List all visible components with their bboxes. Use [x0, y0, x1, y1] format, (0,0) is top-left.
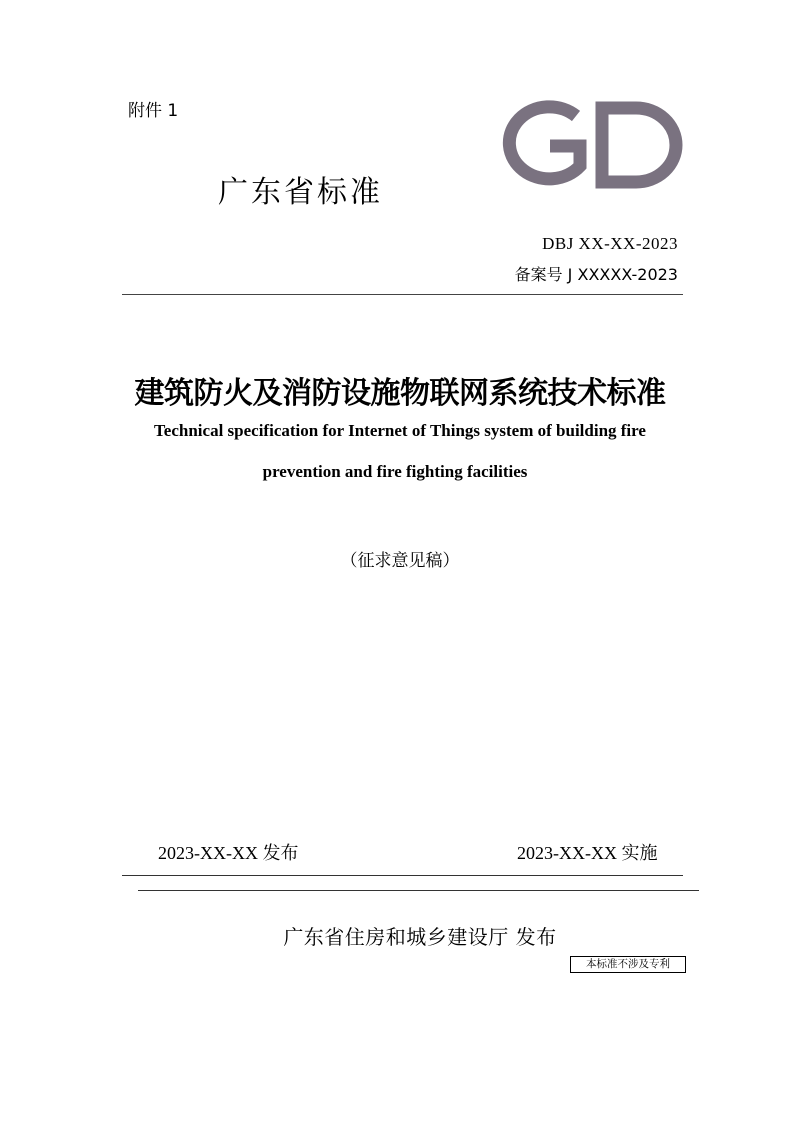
bottom-divider-1	[122, 875, 683, 876]
gd-logo	[498, 100, 684, 190]
annex-label: 附件 1	[128, 101, 179, 121]
title-chinese: 建筑防火及消防设施物联网系统技术标准	[134, 376, 666, 411]
top-divider	[122, 294, 683, 295]
title-english-line1: Technical specification for Internet of Things system of building fire	[154, 421, 646, 440]
patent-note: 本标准不涉及专利	[570, 956, 686, 973]
standard-type: 广东省标准	[218, 175, 383, 210]
standard-code: DBJ XX-XX-2023	[542, 234, 678, 253]
publisher: 广东省住房和城乡建设厅 发布	[283, 925, 557, 949]
effective-date: 2023-XX-XX 实施	[517, 843, 658, 863]
issue-date: 2023-XX-XX 发布	[158, 843, 299, 863]
bottom-divider-2	[138, 890, 699, 891]
filing-number: 备案号 J XXXXX-2023	[514, 265, 678, 284]
draft-note: （征求意见稿）	[340, 551, 460, 571]
title-english-line2: prevention and fire fighting facilities	[262, 462, 528, 481]
